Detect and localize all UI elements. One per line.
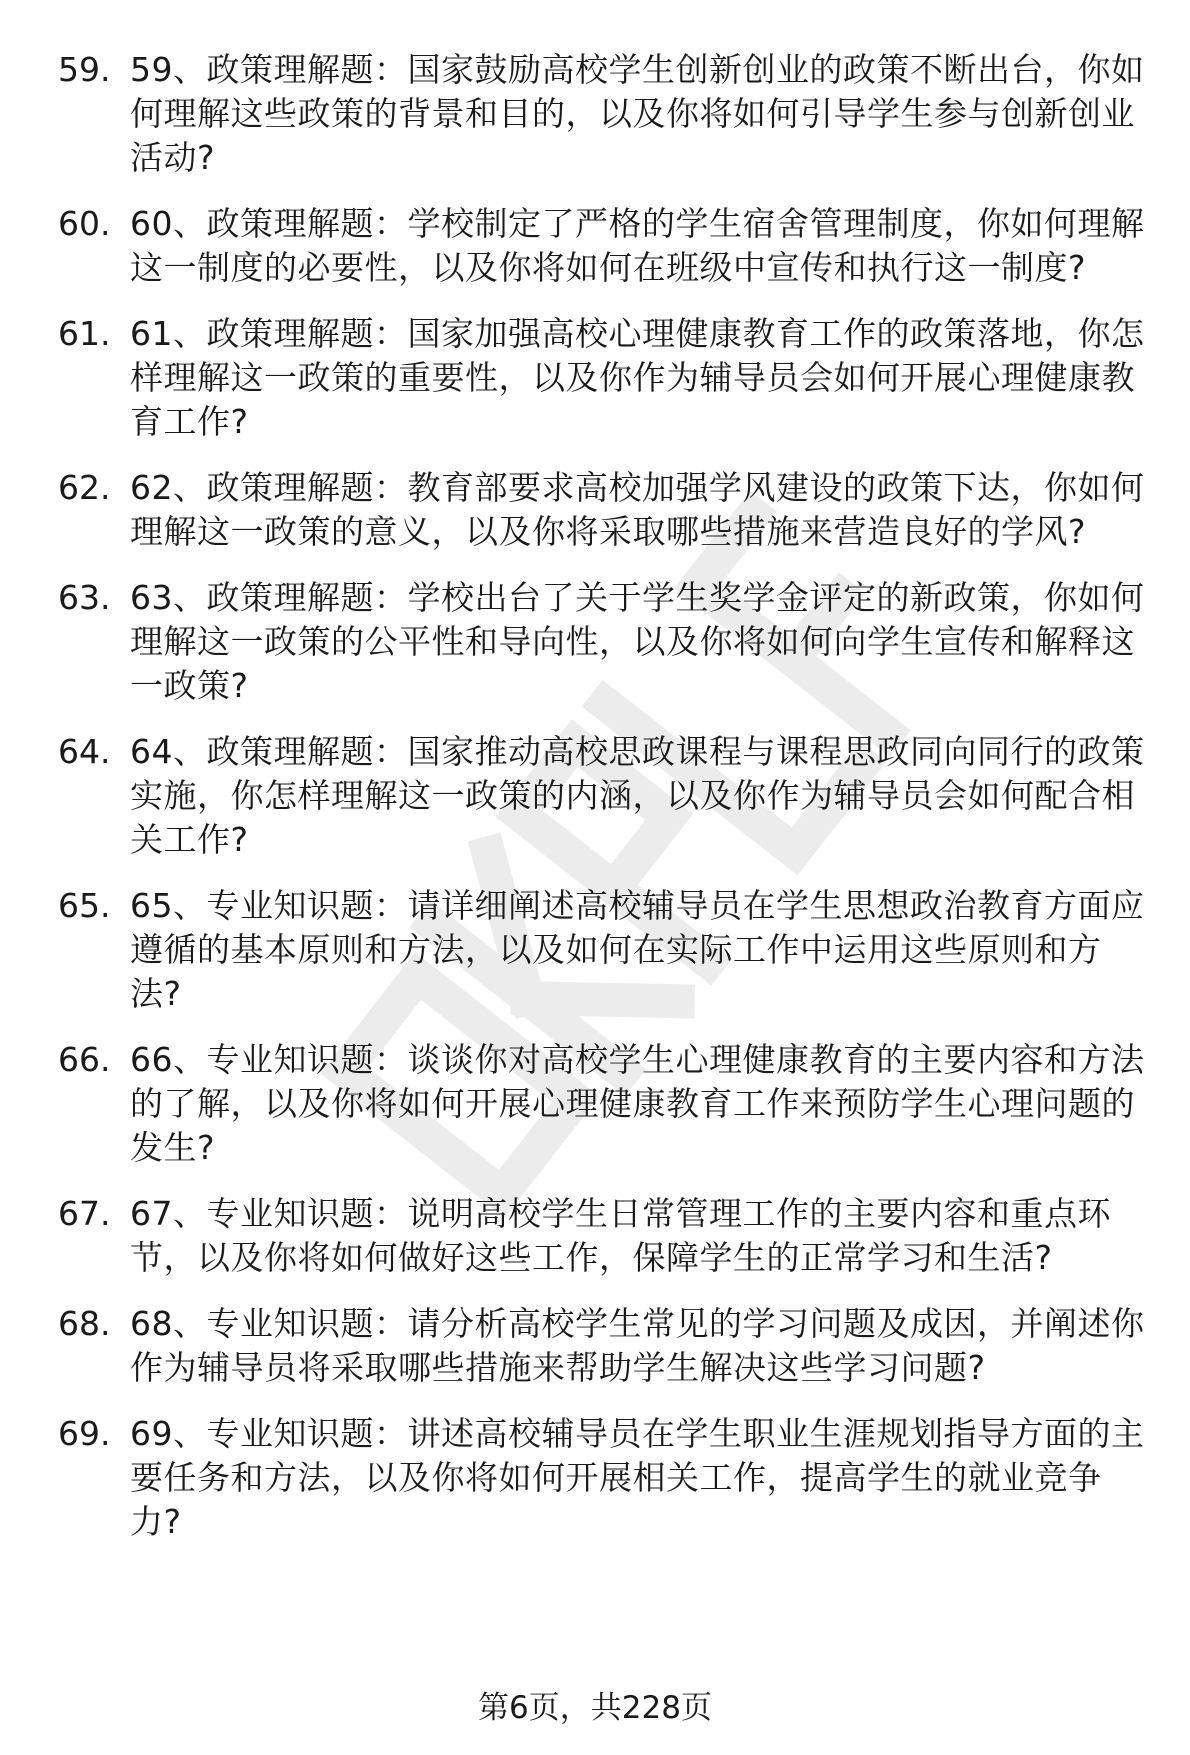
question-item (58, 202, 1148, 290)
question-number: 68. (58, 1304, 111, 1343)
question-text: 59、政策理解题：国家鼓励高校学生创新创业的政策不断出台，你如何理解这些政策的背景和目的，以及你将如何引导学生参与创新创业活动? (130, 50, 1145, 177)
question-number: 60. (58, 204, 111, 243)
question-item (58, 1038, 1148, 1170)
question-item (58, 1302, 1148, 1390)
question-number: 59. (58, 50, 111, 89)
question-item (58, 312, 1148, 444)
question-item (58, 1412, 1148, 1544)
question-item (58, 730, 1148, 862)
question-number: 61. (58, 314, 111, 353)
question-text: 65、专业知识题：请详细阐述高校辅导员在学生思想政治教育方面应遵循的基本原则和方法，以及如何在实际工作中运用这些原则和方法? (130, 886, 1145, 1013)
question-number: 69. (58, 1414, 111, 1453)
question-item (58, 884, 1148, 1016)
question-number: 67. (58, 1194, 111, 1233)
question-number: 66. (58, 1040, 111, 1079)
question-number: 62. (58, 468, 111, 507)
question-number: 63. (58, 578, 111, 617)
question-item (58, 576, 1148, 708)
question-number: 64. (58, 732, 111, 771)
question-text: 66、专业知识题：谈谈你对高校学生心理健康教育的主要内容和方法的了解，以及你将如何开展心理健康教育工作来预防学生心理问题的发生? (130, 1040, 1145, 1167)
question-text: 68、专业知识题：请分析高校学生常见的学习问题及成因，并阐述你作为辅导员将采取哪些措施来帮助学生解决这些学习问题? (130, 1304, 1145, 1387)
question-text: 61、政策理解题：国家加强高校心理健康教育工作的政策落地，你怎样理解这一政策的重要性，以及你作为辅导员会如何开展心理健康教育工作? (130, 314, 1145, 441)
question-text: 69、专业知识题：讲述高校辅导员在学生职业生涯规划指导方面的主要任务和方法，以及你将如何开展相关工作，提高学生的就业竞争力? (130, 1414, 1145, 1541)
question-list (58, 48, 1148, 1566)
question-item (58, 48, 1148, 180)
page-footer: 第6页，共228页 (478, 1690, 712, 1726)
question-text: 60、政策理解题：学校制定了严格的学生宿舍管理制度，你如何理解这一制度的必要性，以及你将如何在班级中宣传和执行这一制度? (130, 204, 1145, 287)
question-item (58, 466, 1148, 554)
question-text: 67、专业知识题：说明高校学生日常管理工作的主要内容和重点环节，以及你将如何做好这些工作，保障学生的正常学习和生活? (130, 1194, 1111, 1277)
question-number: 65. (58, 886, 111, 925)
question-text: 63、政策理解题：学校出台了关于学生奖学金评定的新政策，你如何理解这一政策的公平性和导向性，以及你将如何向学生宣传和解释这一政策? (130, 578, 1145, 705)
question-item (58, 1192, 1148, 1280)
question-text: 62、政策理解题：教育部要求高校加强学风建设的政策下达，你如何理解这一政策的意义，以及你将采取哪些措施来营造良好的学风? (130, 468, 1145, 551)
question-text: 64、政策理解题：国家推动高校思政课程与课程思政同向同行的政策实施，你怎样理解这一政策的内涵，以及你作为辅导员会如何配合相关工作? (130, 732, 1145, 859)
